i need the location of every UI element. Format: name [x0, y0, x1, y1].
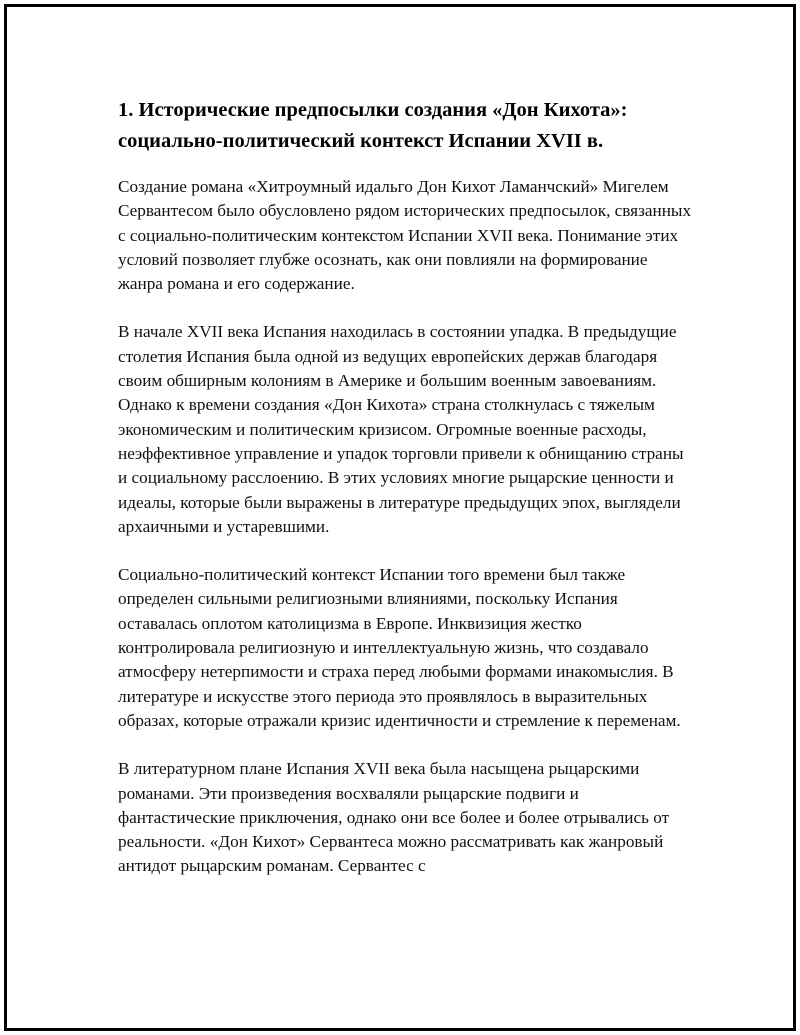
paragraph-religion: Социально-политический контекст Испании того времени был также определен сильными религиозными влияниями, поскольку Испания оставалась оплотом католицизма в Европе. Инквизиция жестко контролировала религиозную и интеллектуальную жизнь, что создавало атмосферу нетерпимости и страха перед любыми формами инакомыслия. В литературе и искусстве этого периода это проявлялось в выразительных образах, которые отражали кризис идентичности и стремление к переменам.	[118, 565, 681, 730]
section-heading: 1. Исторические предпосылки создания «Дон Кихота»: социально-политический контекст Испании XVII в.	[118, 99, 628, 152]
document-body	[118, 95, 693, 903]
paragraph-literature: В литературном плане Испания XVII века была насыщена рыцарскими романами. Эти произведения восхваляли рыцарские подвиги и фантастические приключения, однако они все более и более отрывались от реальности. «Дон Кихот» Сервантеса можно рассматривать как жанровый антидот рыцарским романам. Сервантес с	[118, 759, 670, 876]
paragraph-intro: Создание романа «Хитроумный идальго Дон Кихот Ламанчский» Мигелем Сервантесом было обусловлено рядом исторических предпосылок, связанных с социально-политическим контекстом Испании XVII века. Понимание этих условий позволяет глубже осознать, как они повлияли на формирование жанра романа и его содержание.	[118, 177, 692, 294]
paragraph-decline: В начале XVII века Испания находилась в состоянии упадка. В предыдущие столетия Испания была одной из ведущих европейских держав благодаря своим обширным колониям в Америке и большим военным завоеваниям. Однако к времени создания «Дон Кихота» страна столкнулась с тяжелым экономическим и политическим кризисом. Огромные военные расходы, неэффективное управление и упадок торговли привели к обнищанию страны и социальному расслоению. В этих условиях многие рыцарские ценности и идеалы, которые были выражены в литературе предыдущих эпох, выглядели архаичными и устаревшими.	[118, 322, 684, 536]
